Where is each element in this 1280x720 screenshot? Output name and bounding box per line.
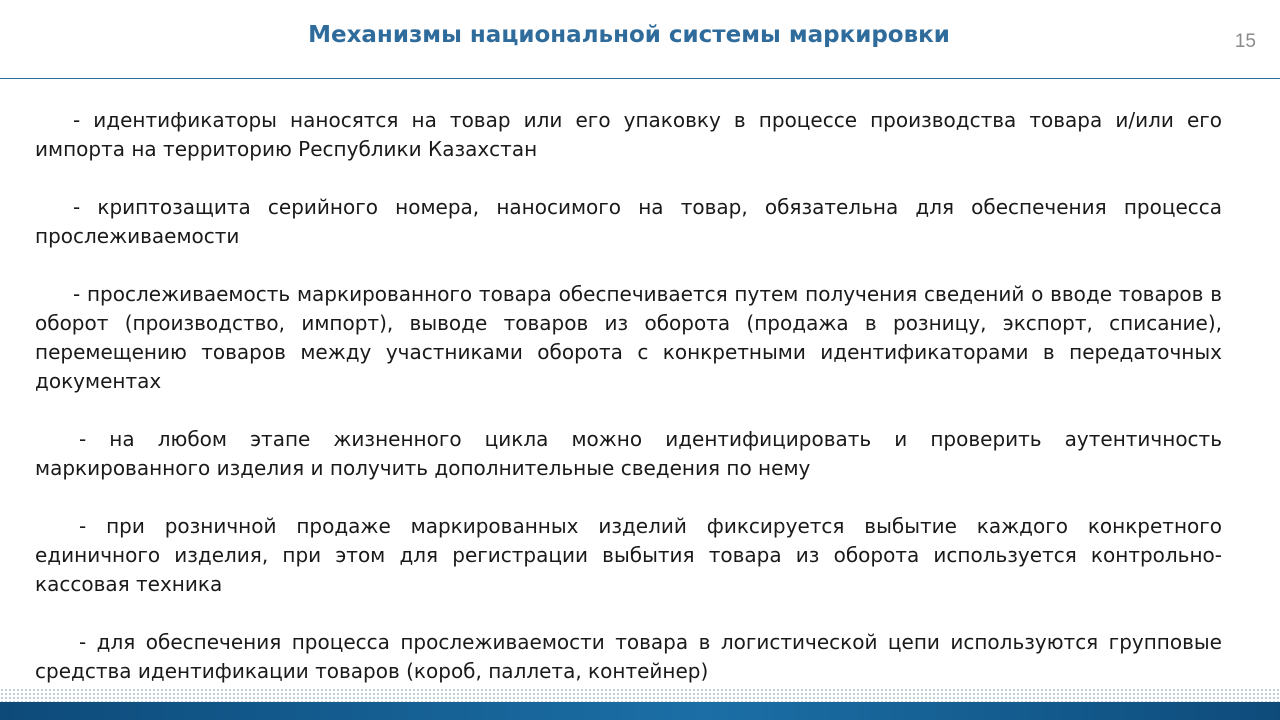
footer-bar (0, 702, 1280, 720)
slide-title: Механизмы национальной системы маркировки (308, 22, 950, 48)
paragraph-logistics: - для обеспечения процесса прослеживаемости товара в логистической цепи используются групповые средства идентификации товаров (короб, паллета, контейнер) (35, 630, 1222, 683)
slide-body (35, 106, 1222, 686)
paragraph-traceability: - прослеживаемость маркированного товара обеспечивается путем получения сведений о вводе товаров в оборот (производство, импорт), выводе товаров из оборота (продажа в розницу, экспорт, списание), перемещению товаров между участниками оборота с конкретными идентификаторами в передаточных документах (35, 282, 1222, 393)
slide-header (0, 0, 1280, 79)
paragraph-lifecycle: - на любом этапе жизненного цикла можно идентифицировать и проверить аутентичность маркированного изделия и получить дополнительные сведения по нему (35, 427, 1222, 480)
paragraph-identifiers: - идентификаторы наносятся на товар или его упаковку в процессе производства товара и/или его импорта на территорию Республики Казахстан (35, 108, 1222, 161)
paragraph-retail-sale: - при розничной продаже маркированных изделий фиксируется выбытие каждого конкретного единичного изделия, при этом для регистрации выбытия товара из оборота используется контрольно-кассовая техника (35, 514, 1222, 596)
page-number: 15 (1234, 31, 1256, 52)
paragraph-crypto-protection: - криптозащита серийного номера, наносимого на товар, обязательна для обеспечения процесса прослеживаемости (35, 195, 1222, 248)
footer-dot-pattern (0, 688, 1280, 702)
